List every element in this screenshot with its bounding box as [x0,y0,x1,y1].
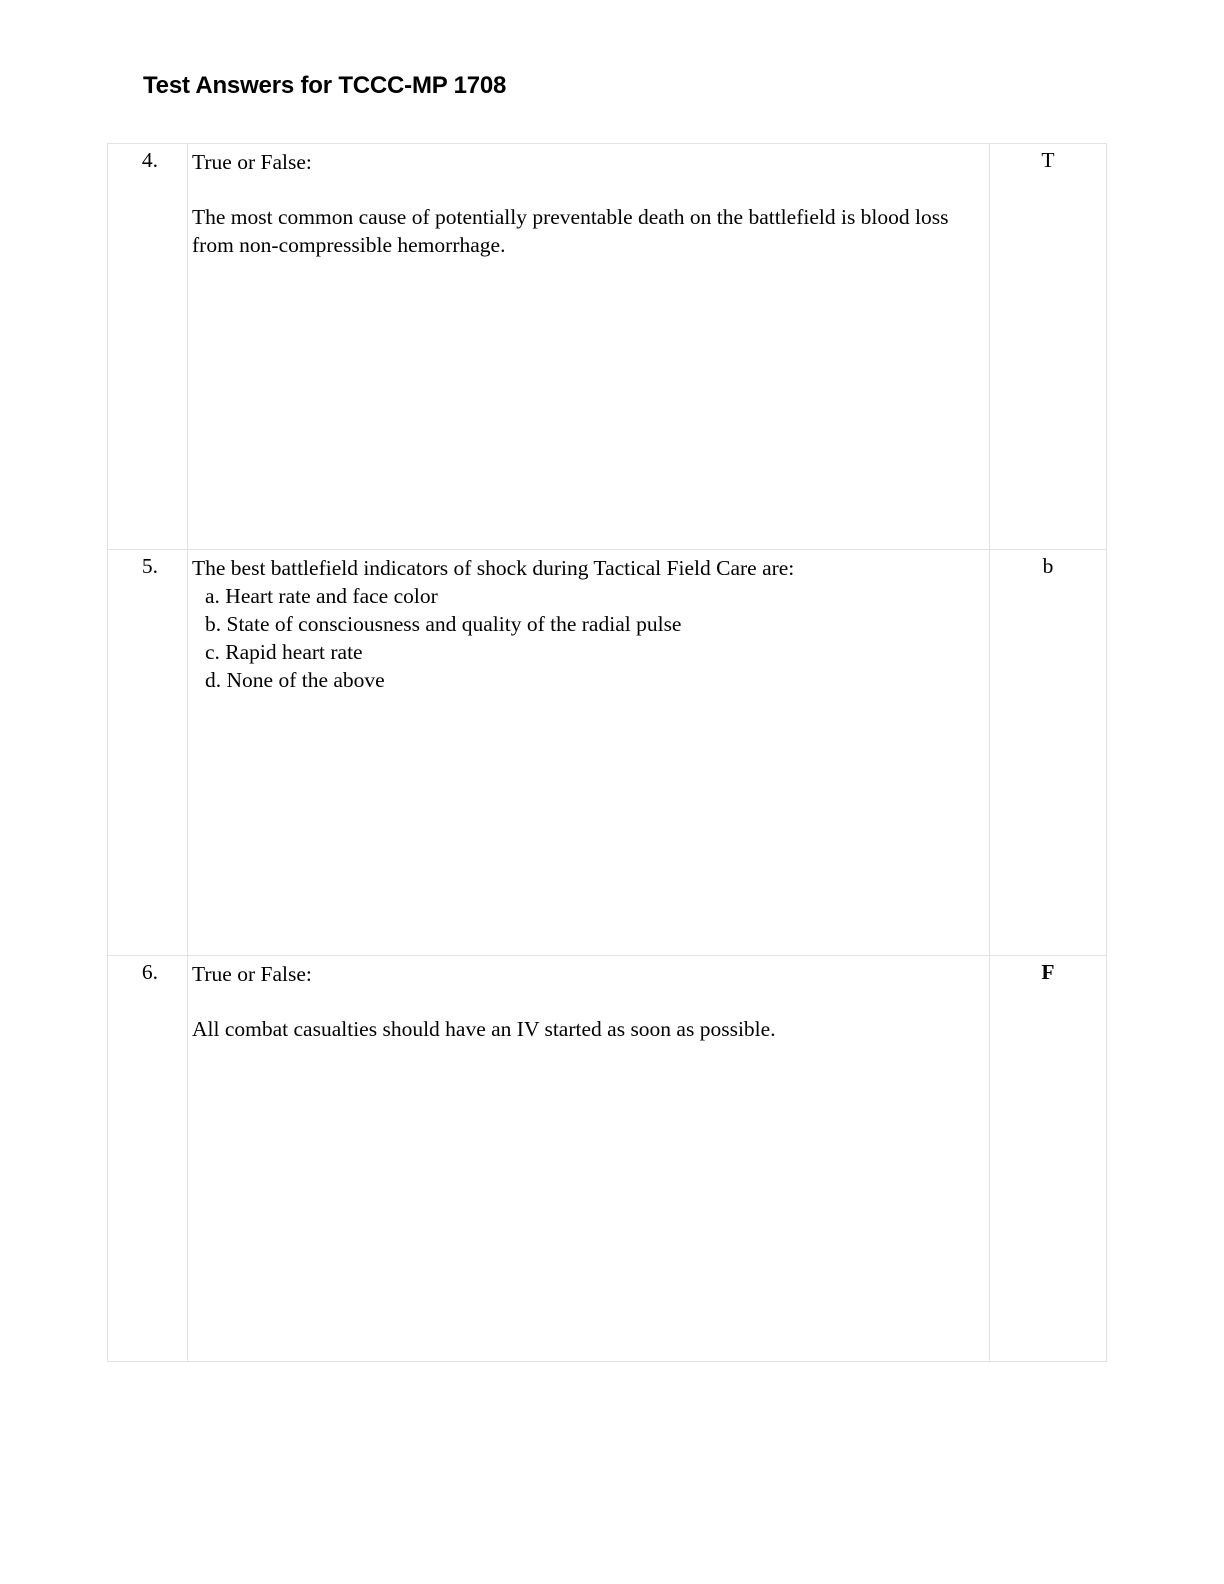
question-statement: The most common cause of potentially preventable death on the battlefield is blood loss from non-compressible hemorrhage. [192,205,949,257]
option-a: a. Heart rate and face color [205,584,438,608]
page-title: Test Answers for TCCC-MP 1708 [143,72,507,99]
answer-cell: T [990,144,1107,550]
answer-options [192,582,989,694]
option-b: b. State of consciousness and quality of the radial pulse [205,612,682,636]
question-prompt: True or False: [192,962,312,986]
question-statement: All combat casualties should have an IV started as soon as possible. [192,1017,776,1041]
answers-table [107,143,1107,1362]
answer-cell: F [990,956,1107,1362]
question-number: 4. [108,144,188,550]
question-number: 5. [108,550,188,956]
answer-cell: b [990,550,1107,956]
option-c: c. Rapid heart rate [205,640,363,664]
question-number: 6. [108,956,188,1362]
question-text [188,550,990,956]
question-row-6 [108,956,1107,1362]
question-prompt: True or False: [192,150,312,174]
question-text [188,144,990,550]
question-row-4 [108,144,1107,550]
question-text [188,956,990,1362]
question-row-5 [108,550,1107,956]
option-d: d. None of the above [205,668,385,692]
question-prompt: The best battlefield indicators of shock during Tactical Field Care are: [192,556,795,580]
